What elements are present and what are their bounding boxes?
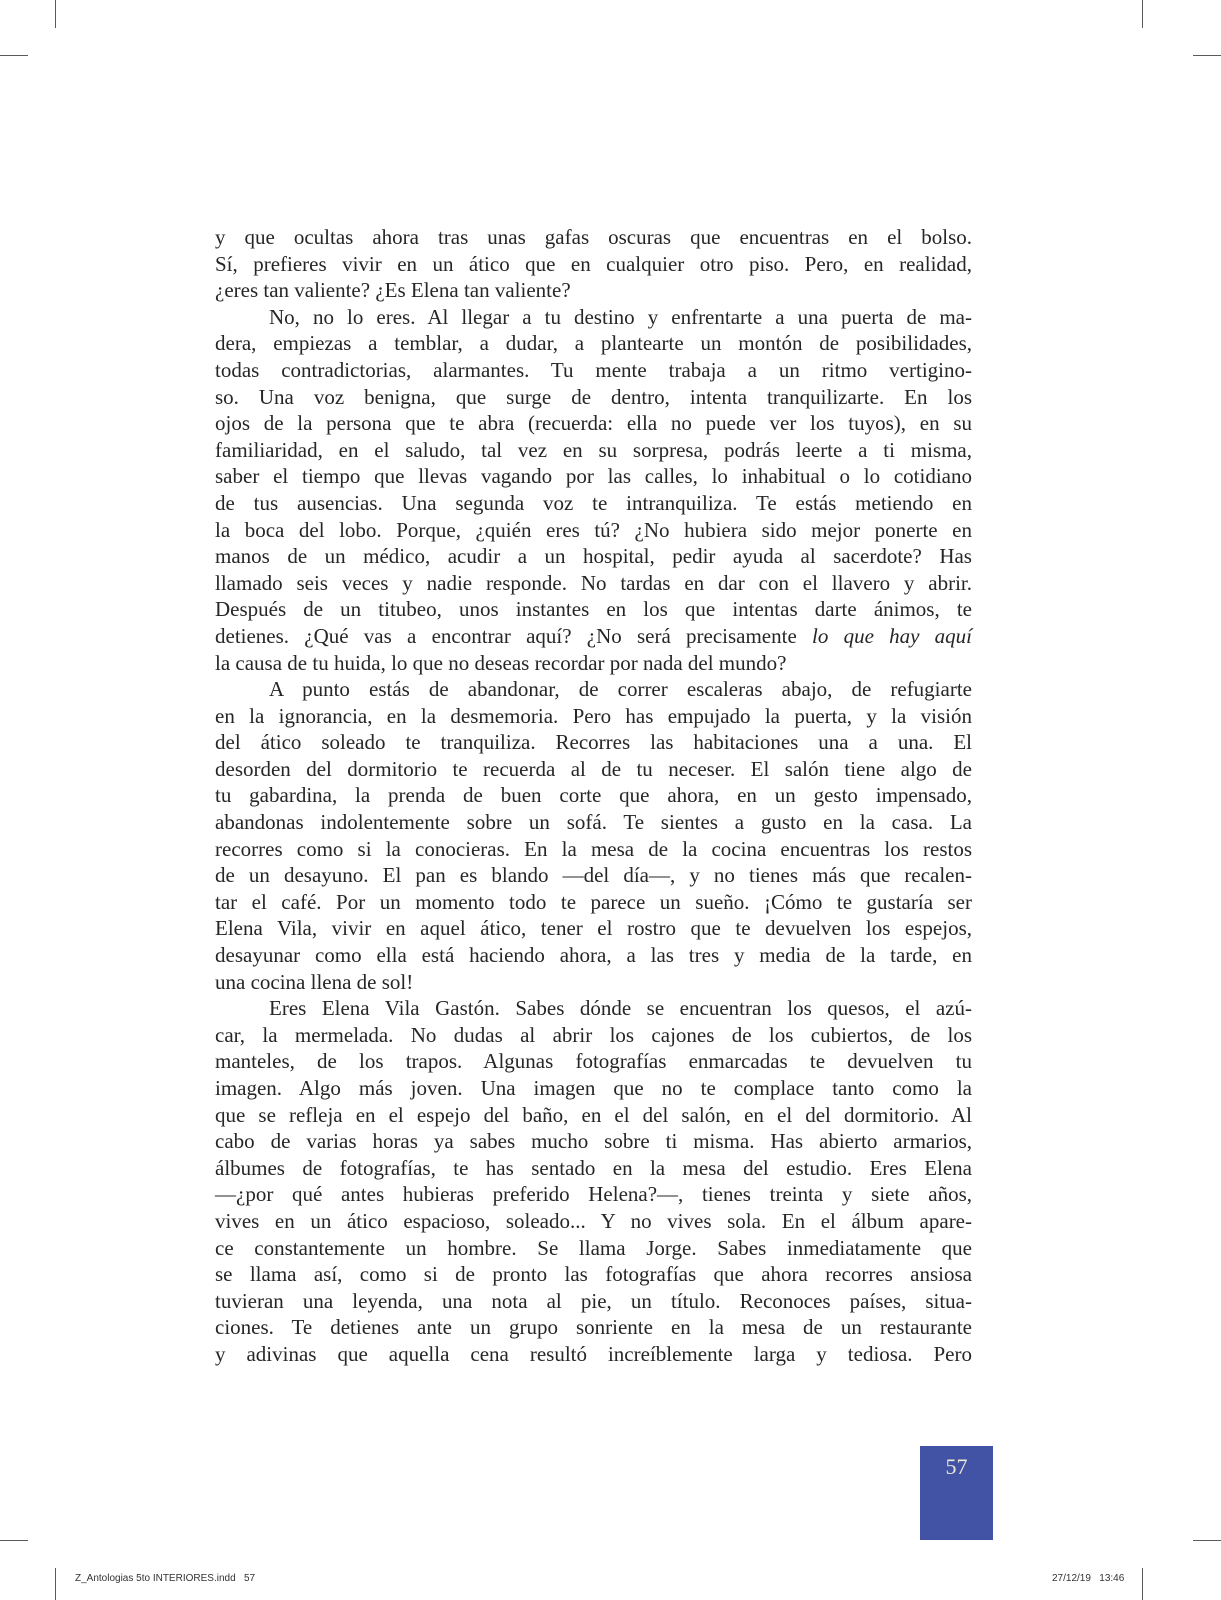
text-line: de un desayuno. El pan es blando —del día—, y no tienes más que recalen- (215, 863, 972, 888)
text-line: manteles, de los trapos. Algunas fotografías enmarcadas te devuelven tu (215, 1049, 972, 1074)
text-line: familiaridad, en el saludo, tal vez en su sorpresa, podrás leerte a ti misma, (215, 437, 972, 462)
text-line: dera, empiezas a temblar, a dudar, a plantearte un montón de posibilidades, (215, 331, 972, 356)
crop-mark (1142, 1568, 1143, 1600)
text-line: de tus ausencias. Una segunda voz te intranquiliza. Te estás metiendo en (215, 490, 972, 515)
text-line: so. Una voz benigna, que surge de dentro, intenta tranquilizarte. En los (215, 384, 972, 409)
text-line: Eres Elena Vila Gastón. Sabes dónde se encuentran los quesos, el azú- (269, 996, 972, 1021)
footer-file-info: Z_Antologias 5to INTERIORES.indd 57 (75, 1573, 256, 1584)
crop-mark (1142, 0, 1143, 28)
text-line: y que ocultas ahora tras unas gafas oscuras que encuentras en el bolso. (215, 225, 972, 249)
crop-mark (0, 55, 28, 56)
footer-datetime: 27/12/19 13:46 (1052, 1573, 1125, 1584)
text-line: y adivinas que aquella cena resultó increíblemente larga y tediosa. Pero (215, 1341, 972, 1366)
text-line: álbumes de fotografías, te has sentado en la mesa del estudio. Eres Elena (215, 1155, 972, 1180)
text-line: Elena Vila, vivir en aquel ático, tener el rostro que te devuelven los espejos, (215, 916, 972, 941)
text-line: saber el tiempo que llevas vagando por las calles, lo inhabitual o lo cotidiano (215, 464, 972, 489)
text-line: llamado seis veces y nadie responde. No tardas en dar con el llavero y abrir. (215, 570, 972, 595)
crop-mark (55, 0, 56, 28)
crop-mark (0, 1540, 28, 1541)
text-line: la boca del lobo. Porque, ¿quién eres tú? ¿No hubiera sido mejor ponerte en (215, 517, 972, 542)
text-line: manos de un médico, acudir a un hospital, pedir ayuda al sacerdote? Has (215, 544, 972, 569)
body-text (215, 224, 972, 1368)
text-line: desayunar como ella está haciendo ahora, a las tres y media de la tarde, en (215, 943, 972, 968)
text-line: tar el café. Por un momento todo te parece un sueño. ¡Cómo te gustaría ser (215, 889, 972, 914)
text-line: ciones. Te detienes ante un grupo sonriente en la mesa de un restaurante (215, 1315, 972, 1340)
crop-mark (1193, 1540, 1221, 1541)
text-line: car, la mermelada. No dudas al abrir los cajones de los cubiertos, de los (215, 1022, 972, 1047)
paragraph (215, 224, 972, 304)
page-number: 57 (945, 1454, 968, 1479)
page-number-box (920, 1446, 993, 1540)
paragraph (215, 676, 972, 995)
text-line: cabo de varias horas ya sabes mucho sobre ti misma. Has abierto armarios, (215, 1129, 972, 1154)
text-line: recorres como si la conocieras. En la mesa de la cocina encuentras los restos (215, 836, 972, 861)
text-line: tu gabardina, la prenda de buen corte que ahora, en un gesto impensado, (215, 783, 972, 808)
text-line: la causa de tu huida, lo que no deseas recordar por nada del mundo? (215, 650, 787, 675)
text-line: A punto estás de abandonar, de correr escaleras abajo, de refugiarte (269, 677, 972, 702)
text-line: en la ignorancia, en la desmemoria. Pero has empujado la puerta, y la visión (215, 703, 972, 728)
text-line: Después de un titubeo, unos instantes en los que intentas darte ánimos, te (215, 597, 972, 622)
text-line: Sí, prefieres vivir en un ático que en cualquier otro piso. Pero, en realidad, (215, 251, 972, 276)
text-line: una cocina llena de sol! (215, 969, 414, 994)
text-line: tuvieran una leyenda, una nota al pie, un título. Reconoces países, situa- (215, 1288, 972, 1313)
paragraph (215, 995, 972, 1367)
text-line: ¿eres tan valiente? ¿Es Elena tan valiente? (215, 278, 571, 303)
text-line: abandonas indolentemente sobre un sofá. Te sientes a gusto en la casa. La (215, 810, 972, 835)
crop-mark (1193, 55, 1221, 56)
text-line: que se refleja en el espejo del baño, en el del salón, en el del dormitorio. Al (215, 1102, 972, 1127)
text-line: ojos de la persona que te abra (recuerda: ella no puede ver los tuyos), en su (215, 411, 972, 436)
text-line: —¿por qué antes hubieras preferido Helena?—, tienes treinta y siete años, (215, 1182, 972, 1207)
text-line: detienes. ¿Qué vas a encontrar aquí? ¿No será precisamente lo que hay aquí (215, 623, 972, 648)
text-line: vives en un ático espacioso, soleado... Y no vives sola. En el álbum apare- (215, 1208, 972, 1233)
italic-phrase: lo que hay aquí (812, 623, 972, 648)
text-line: No, no lo eres. Al llegar a tu destino y enfrentarte a una puerta de ma- (269, 304, 972, 329)
crop-mark (55, 1568, 56, 1600)
text-line: se llama así, como si de pronto las fotografías que ahora recorres ansiosa (215, 1262, 972, 1287)
paragraph (215, 304, 972, 676)
text-line: todas contradictorias, alarmantes. Tu mente trabaja a un ritmo vertigino- (215, 357, 972, 382)
text-line: imagen. Algo más joven. Una imagen que no te complace tanto como la (215, 1076, 972, 1100)
text-line: del ático soleado te tranquiliza. Recorres las habitaciones una a una. El (215, 730, 972, 755)
text-line: ce constantemente un hombre. Se llama Jorge. Sabes inmediatamente que (215, 1235, 972, 1260)
text-line: desorden del dormitorio te recuerda al de tu neceser. El salón tiene algo de (215, 756, 972, 781)
